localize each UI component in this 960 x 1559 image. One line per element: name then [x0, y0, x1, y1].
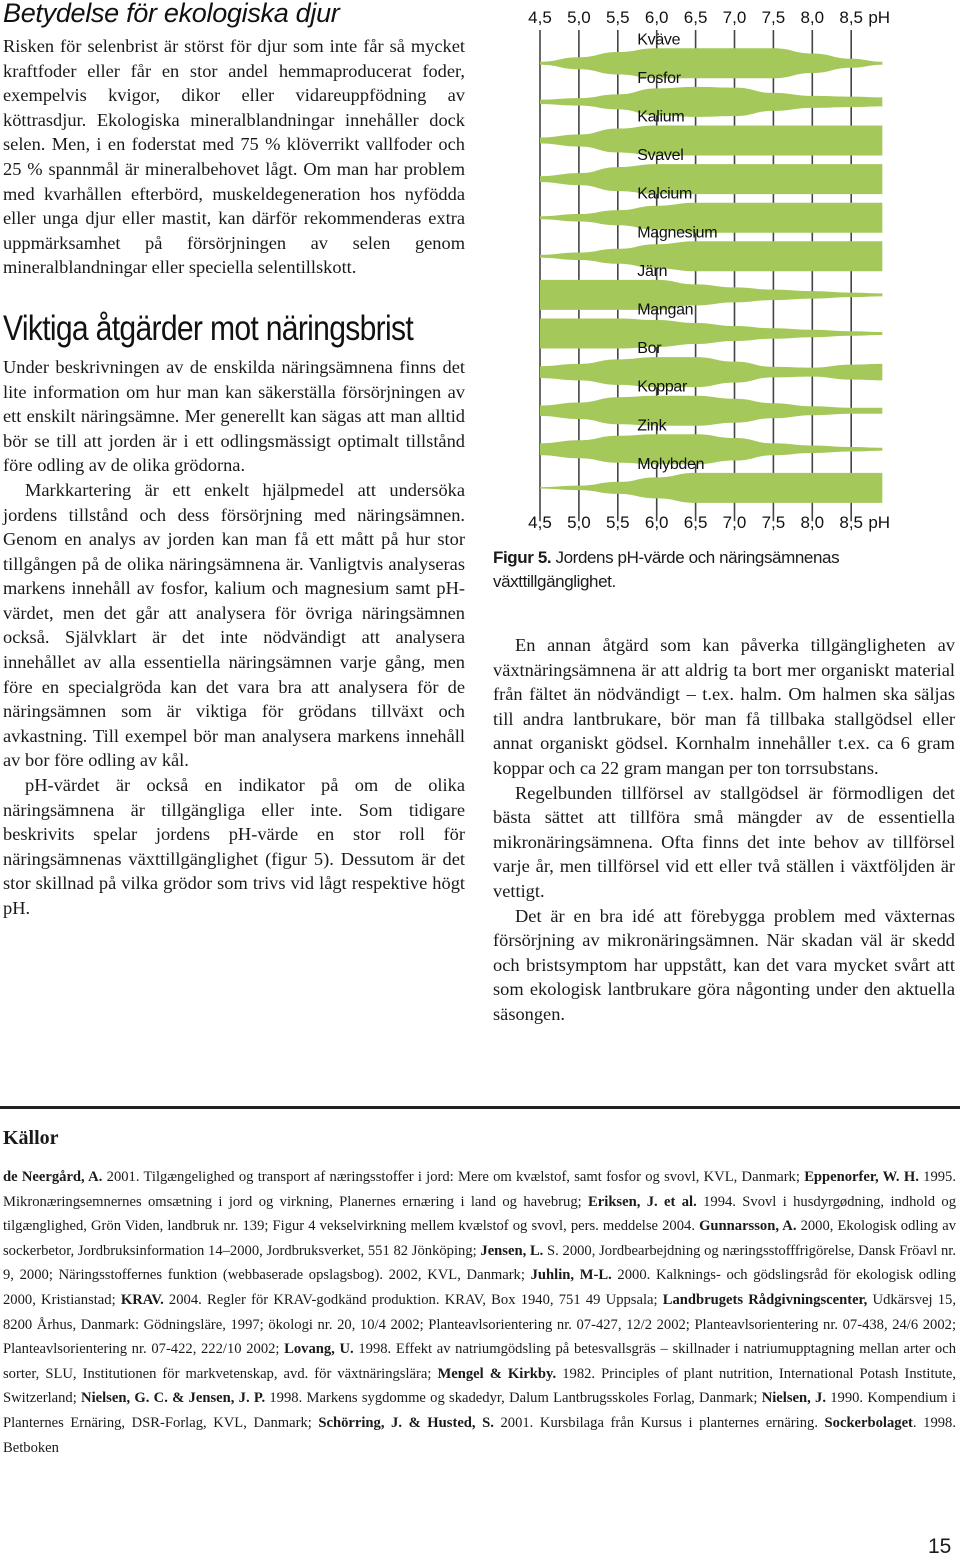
source-author: Eriksen, J. et al.	[588, 1193, 697, 1210]
source-text: Udkärsvej 15, 8200 Århus, Danmark: Gödningsläre, 1997; ökologi nr. 20, 10/4 2002; Planteavlsorientering nr. 07-427, 12/2 2002; Planteavlsorientering nr. 07-438, 24/6 2002; Planteavlsorientering nr. 07-422, 222/10 2002;	[3, 1291, 956, 1358]
nutrient-band	[540, 473, 882, 503]
x-tick-label-top: 6,0	[644, 8, 669, 27]
divider	[0, 1106, 960, 1109]
source-author: Landbrugets Rådgivningscenter,	[662, 1291, 868, 1308]
source-text: 1982. Principles of plant nutrition, International Potash Institute, Switzerland;	[3, 1365, 956, 1407]
x-tick-label-bottom: 5,5	[605, 513, 630, 532]
x-tick-label-bottom: 4,5	[528, 513, 552, 532]
x-tick-label-top: 8,0	[800, 8, 825, 27]
nutrient-band	[540, 164, 882, 194]
sources-heading: Källor	[3, 1127, 59, 1149]
source-author: Schörring, J. & Husted, S.	[318, 1414, 494, 1431]
nutrient-label: Zink	[637, 417, 667, 435]
nutrient-band	[540, 396, 882, 426]
source-text: 1998. Effekt av natriumgödsling på betesvallsgräs – skillnader i natriumupptagning mellan arter och sorter, SLU, Institutionen för markvetenskap, avd. för växtnäringslära;	[3, 1341, 956, 1382]
x-tick-label-top: 4,5	[528, 8, 552, 27]
source-author: KRAV.	[120, 1291, 164, 1308]
nutrient-label: Bor	[637, 340, 662, 358]
source-text: 1994. Svovl i husdyrgødning, indhold og tilgænglighed, Grön Viden, landbruk nr. 139; Figur 4 vekselvirkning mellem kvælstof og svovl, pers. meddelse 2004.	[3, 1193, 956, 1235]
x-tick-label-bottom: 6,5	[683, 513, 708, 532]
right-column	[493, 633, 955, 1027]
source-text: 2000, Ekologisk odling av sockerbetor, Jordbruksinformation 14–2000, Jordbruksverket, 551 82 Jönköping;	[3, 1218, 956, 1259]
source-author: Nielsen, G. C. & Jensen, J. P.	[81, 1390, 266, 1407]
x-tick-label-top: 7,0	[722, 8, 747, 27]
source-text: 2000. Kalknings- och gödslingsråd för ekologisk odling 2000, Kristianstad;	[3, 1267, 957, 1308]
section-heading-ecological-animals: Betydelse för ekologiska djur	[3, 0, 340, 28]
paragraph: Under beskrivningen av de enskilda näringsämnena finns det lite information om hur man kan säkerställa försörjningen av ett enskilt näringsämne. Mer generellt kan sägas att man alltid bör se till att jorden är i ett odlingsmässigt optimalt tillstånd före odling av de olika grödorna.	[3, 356, 465, 476]
nutrient-band	[540, 87, 882, 117]
x-tick-label-bottom: 5,0	[567, 513, 591, 532]
x-tick-label-bottom: 7,5	[761, 513, 786, 532]
source-author: Nielsen, J.	[761, 1390, 826, 1407]
x-unit-label-top: pH	[868, 8, 891, 27]
paragraph: Det är en bra idé att förebygga problem med växternas försörjning av mikronäringsämnen. När skadan väl är skedd och bristsymptom har uppstått, kan det vara mycket svårt att som ekologisk lantbrukare göra någonting under den aktuella säsongen.	[493, 905, 955, 1024]
source-author: Eppenorfer, W. H.	[804, 1169, 919, 1185]
page-number: 15	[928, 1535, 952, 1558]
source-text: 1990. Kompendium i Planternes Ernäring, DSR-Forlag, KVL, Danmark;	[3, 1390, 956, 1431]
nutrient-band	[540, 126, 882, 156]
x-tick-label-top: 6,5	[683, 8, 708, 27]
paragraph: En annan åtgärd som kan påverka tillgängligheten av växtnäringsämnena är att aldrig ta bort mer organiskt material från fältet än nödvändigt – t.ex. halm. Om halmen ska säljas till andra lantbrukare, bör man få tillbaka stallgödsel eller annat organiskt gödsel. Kornhalm innehåller t.ex. ca 6 gram koppar och ca 22 gram mangan per ton torrsubstans.	[493, 635, 955, 778]
section-heading-measures: Viktiga åtgärder mot näringsbrist	[3, 308, 414, 348]
source-text: 2001. Tilgængelighed og transport af næringsstoffer i jord: Mere om kvælstof, samt fosfor og svovl, KVL, Danmark;	[102, 1169, 805, 1185]
nutrient-label: Magnesium	[637, 224, 718, 242]
nutrient-band	[540, 48, 882, 78]
source-author: Sockerbolaget	[824, 1414, 913, 1431]
x-tick-label-bottom: 8,5	[839, 513, 864, 532]
nutrient-label: Svavel	[637, 147, 684, 165]
nutrient-band	[540, 280, 882, 310]
x-tick-label-bottom: 8,0	[800, 513, 825, 532]
paragraph: Markkartering är ett enkelt hjälpmedel att undersöka jordens tillstånd och dess försörjning med näringsämnen. Genom en analys av jorden kan man få ett mått på hur stor tillgången på de olika näringsämnena är. Vanligtvis analyseras markens innehåll av fosfor, kalium och magnesium samt pH-värdet, men det går att analysera för övriga näringsämnen också. Självklart är det inte nödvändigt att analysera innehållet av alla essentiella näringsämnen varje gång, men före en specialgröda kan det vara bra att analysera för de näringsämnen som är viktiga för grödans tillväxt och avkastning. Till exempel bör man analysera markens innehåll av bor före odling av kål.	[3, 479, 465, 771]
source-author: de Neergård, A.	[3, 1169, 103, 1185]
paragraph: pH-värdet är också en indikator på om de olika näringsämnena är tillgängliga eller inte. Som tidigare beskrivits spelar jordens pH-värde en stor roll för näringsämnenas växttillgänglighet (figur 5). Dessutom är det stor skillnad på vilka grödor som trivs vid lågt respektive högt pH.	[3, 775, 465, 918]
x-tick-label-top: 8,5	[839, 8, 864, 27]
x-tick-label-bottom: 6,0	[644, 513, 669, 532]
source-text: . 1998. Betboken	[3, 1414, 956, 1456]
left-column	[3, 0, 465, 921]
nutrient-label: Kalcium	[637, 185, 693, 203]
source-text: 2001. Kursbilaga från Kursus i planternes ernäring.	[493, 1414, 825, 1431]
source-author: Jensen, L.	[480, 1242, 544, 1259]
figure-caption	[493, 546, 953, 594]
paragraph: Regelbunden tillförsel av stallgödsel är förmodligen det bästa sättet att tillföra små mängder av de essentiella mikronäringsämnena. Ofta finns det inte behov av tillförsel varje år, men tillförsel vid ett eller två ställen i växtföljden är vettigt.	[493, 782, 955, 901]
bottom-axis-tick-labels	[528, 513, 890, 532]
nutrient-label: Kväve	[637, 31, 681, 49]
figure-caption-label: Figur 5.	[493, 548, 552, 567]
x-tick-label-top: 5,0	[567, 8, 591, 27]
nutrient-band	[540, 241, 882, 271]
source-author: Gunnarsson, A.	[699, 1218, 797, 1235]
ph-availability-chart	[510, 0, 950, 540]
nutrient-label: Järn	[637, 262, 668, 280]
source-text: 1998. Markens sygdomme og skadedyr, Dalum Lantbrugsskoles Forlag, Danmark;	[265, 1390, 762, 1407]
top-axis-tick-labels	[528, 8, 890, 27]
nutrient-band	[540, 434, 882, 464]
nutrient-label: Kalium	[637, 108, 685, 126]
x-unit-label-bottom: pH	[868, 513, 891, 532]
nutrient-label: Molybden	[637, 455, 705, 473]
nutrient-band	[540, 357, 882, 387]
nutrient-label: Koppar	[637, 378, 688, 396]
nutrient-label: Fosfor	[637, 69, 681, 87]
x-tick-label-top: 7,5	[761, 8, 786, 27]
source-text: 2004. Regler för KRAV-godkänd produktion. KRAV, Box 1940, 751 49 Uppsala;	[163, 1291, 663, 1308]
source-text: S. 2000, Jordbearbejdning og næringsstofffrigörelse, Dansk Fröavl nr. 9, 2000; Näringsstoffernes funktion (webbaserade opslagsbog). 2002, KVL, Danmark;	[3, 1242, 957, 1284]
paragraph: Risken för selenbrist är störst för djur som inte får så mycket kraftfoder eller får en stor andel hemmaproducerat foder, exempelvis kvigor, dikor eller vidareuppfödning av köttrasdjur. Ekologiska mineralblandningar innehåller dock selen. Men, i en foderstat med 75 % klöverrikt vallfoder och 25 % spannmål är mineralbehovet lågt. Om man har problem med kvarhållen efterbörd, muskeldegeneration hos nyfödda eller unga djur eller mastit, kan därför rekommenderas extra uppmärksamhet på försörjningen av selen genom mineralblandningar eller speciella selentillskott.	[3, 36, 465, 278]
nutrient-label: Mangan	[637, 301, 694, 319]
figure-caption-text: Jordens pH-värde och näringsämnenas växttillgänglighet.	[493, 548, 840, 591]
source-author: Juhlin, M-L.	[530, 1267, 612, 1284]
nutrient-band	[540, 319, 882, 349]
sources-list	[3, 1165, 956, 1460]
x-tick-label-bottom: 7,0	[722, 513, 747, 532]
source-author: Mengel & Kirkby.	[437, 1365, 557, 1382]
x-tick-label-top: 5,5	[605, 8, 630, 27]
source-text: 1995. Mikronæringsemnernes omsætning i jord og virkning, Planernes ernæring i land og havebrug;	[3, 1169, 956, 1210]
source-author: Lovang, U.	[284, 1341, 354, 1358]
nutrient-bands	[540, 48, 882, 503]
